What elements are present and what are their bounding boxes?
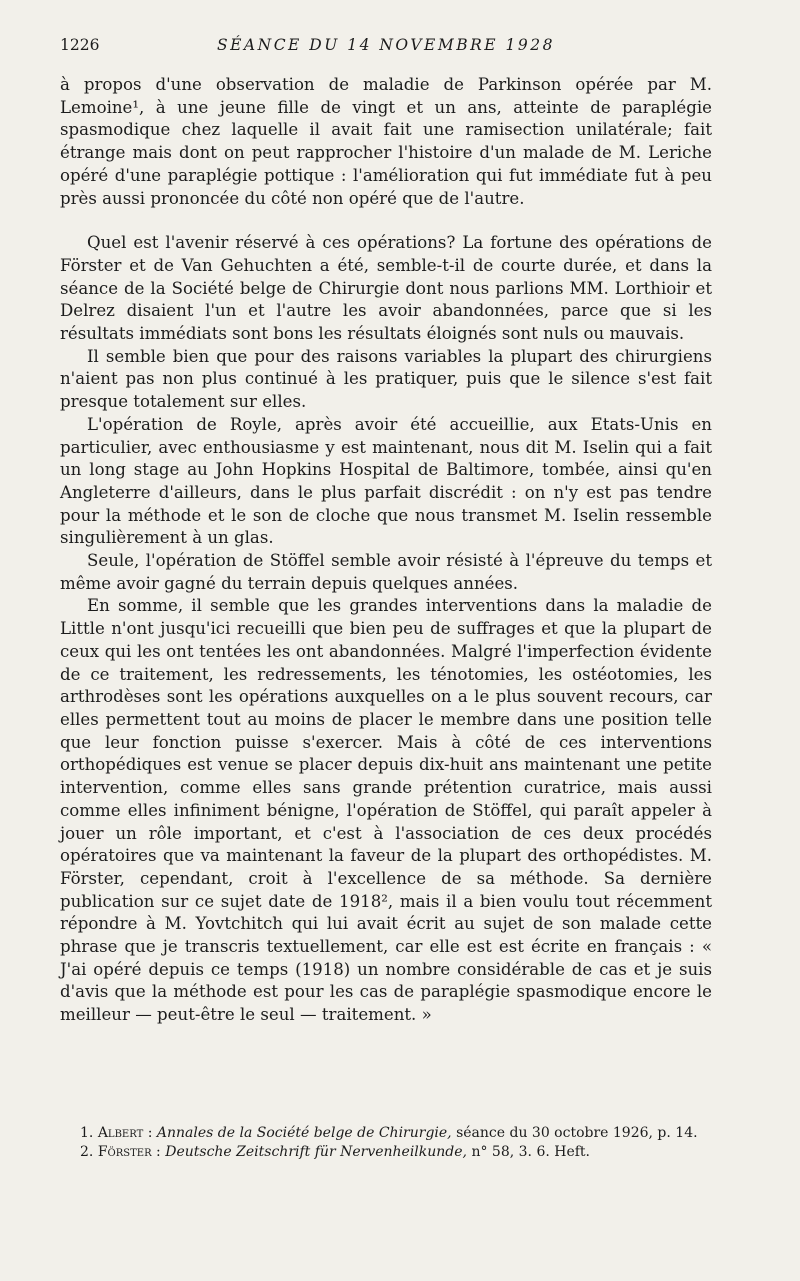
paragraph: à propos d'une observation de maladie de Parkinson opérée par M. Lemoine¹, à une jeune fille de vingt et un ans, atteinte de paraplégie spasmodique chez laquelle il avait fait une ramisection unilatérale; fait étrange mais dont on peut rapprocher l'histoire d'un malade de M. Leriche opéré d'une paraplégie pottique : l'amélioration qui fut immédiate fut à peu près aussi prononcée du côté non opéré que de l'autre.: [60, 75, 712, 208]
paragraph: L'opération de Royle, après avoir été accueillie, aux Etats-Unis en particulier, avec enthousiasme y est maintenant, nous dit M. Iselin qui a fait un long stage au John Hopkins Hospital de Baltimore, tombée, ainsi qu'en Angleterre d'ailleurs, dans le plus parfait discrédit : on n'y est pas tendre pour la méthode et le son de cloche que nous transmet M. Iselin ressemble singulièrement à un glas.: [60, 414, 712, 548]
running-header: [60, 36, 712, 58]
footnote-author: Förster: [97, 1144, 152, 1160]
footnote-source: Deutsche Zeitschrift für Nervenheilkunde,: [165, 1144, 467, 1160]
footnote: [60, 1143, 712, 1162]
paragraph: En somme, il semble que les grandes interventions dans la maladie de Little n'ont jusqu'ici recueilli que bien peu de suffrages et que la plupart de ceux qui les ont tentées les ont abandonnées. Malgré l'imperfection évidente de ce traitement, les redressements, les ténotomies, les ostéotomies, les arthrodèses sont les opérations auxquelles on a le plus souvent recours, car elles permettent tout au moins de placer le membre dans une position telle que leur fonction puisse s'exercer. Mais à côté de ces interventions orthopédiques est venue se placer depuis dix-huit ans maintenant une petite intervention, comme elles sans grande prétention curatrice, mais aussi comme elles infiniment bénigne, l'opération de Stöffel, qui paraît appeler à jouer un rôle important, et c'est à l'association de ces deux procédés opératoires que va maintenant la faveur de la plupart des orthopédistes. M. Förster, cependant, croit à l'excellence de sa méthode. Sa dernière publication sur ce sujet date de 1918², mais il a bien voulu tout récemment répondre à M. Yovtchitch qui lui avait écrit au sujet de son malade cette phrase que je transcris textuellement, car elle est est écrite en français : « J'ai opéré depuis ce temps (1918) un nombre considérable de cas et je suis d'avis que la méthode est pour les cas de paraplégie spasmodique encore le meilleur — peut-être le seul — traitement. »: [60, 596, 712, 1025]
footnote-number: 1.: [80, 1125, 94, 1141]
footnotes: [60, 1124, 712, 1162]
page-number: 1226: [60, 36, 100, 54]
paragraph: Quel est l'avenir réservé à ces opérations? La fortune des opérations de Förster et de Van Gehuchten a été, semble-t-il de courte durée, et dans la séance de la Société belge de Chirurgie dont nous parlions MM. Lorthioir et Delrez disaient l'un et l'autre les avoir abandonnées, parce que si les résultats immédiats sont bons les résultats éloignés sont nuls ou mauvais.: [60, 233, 712, 344]
running-title: SÉANCE DU 14 NOVEMBRE 1928: [217, 36, 555, 54]
body-text: [60, 74, 712, 1027]
paragraph: Il semble bien que pour des raisons variables la plupart des chirurgiens n'aient pas non plus continué à les pratiquer, puis que le silence s'est fait presque totalement sur elles.: [60, 346, 712, 412]
footnote-separator: :: [151, 1144, 166, 1160]
footnote-author: Albert: [97, 1125, 144, 1141]
footnote-separator: :: [143, 1125, 157, 1141]
footnote-details: séance du 30 octobre 1926, p. 14.: [451, 1125, 698, 1141]
footnote: [60, 1124, 712, 1143]
footnote-details: n° 58, 3. 6. Heft.: [467, 1144, 590, 1160]
footnote-number: 2.: [80, 1144, 94, 1160]
footnote-source: Annales de la Société belge de Chirurgie,: [156, 1125, 452, 1141]
paragraph: Seule, l'opération de Stöffel semble avoir résisté à l'épreuve du temps et même avoir gagné du terrain depuis quelques années.: [60, 551, 712, 593]
